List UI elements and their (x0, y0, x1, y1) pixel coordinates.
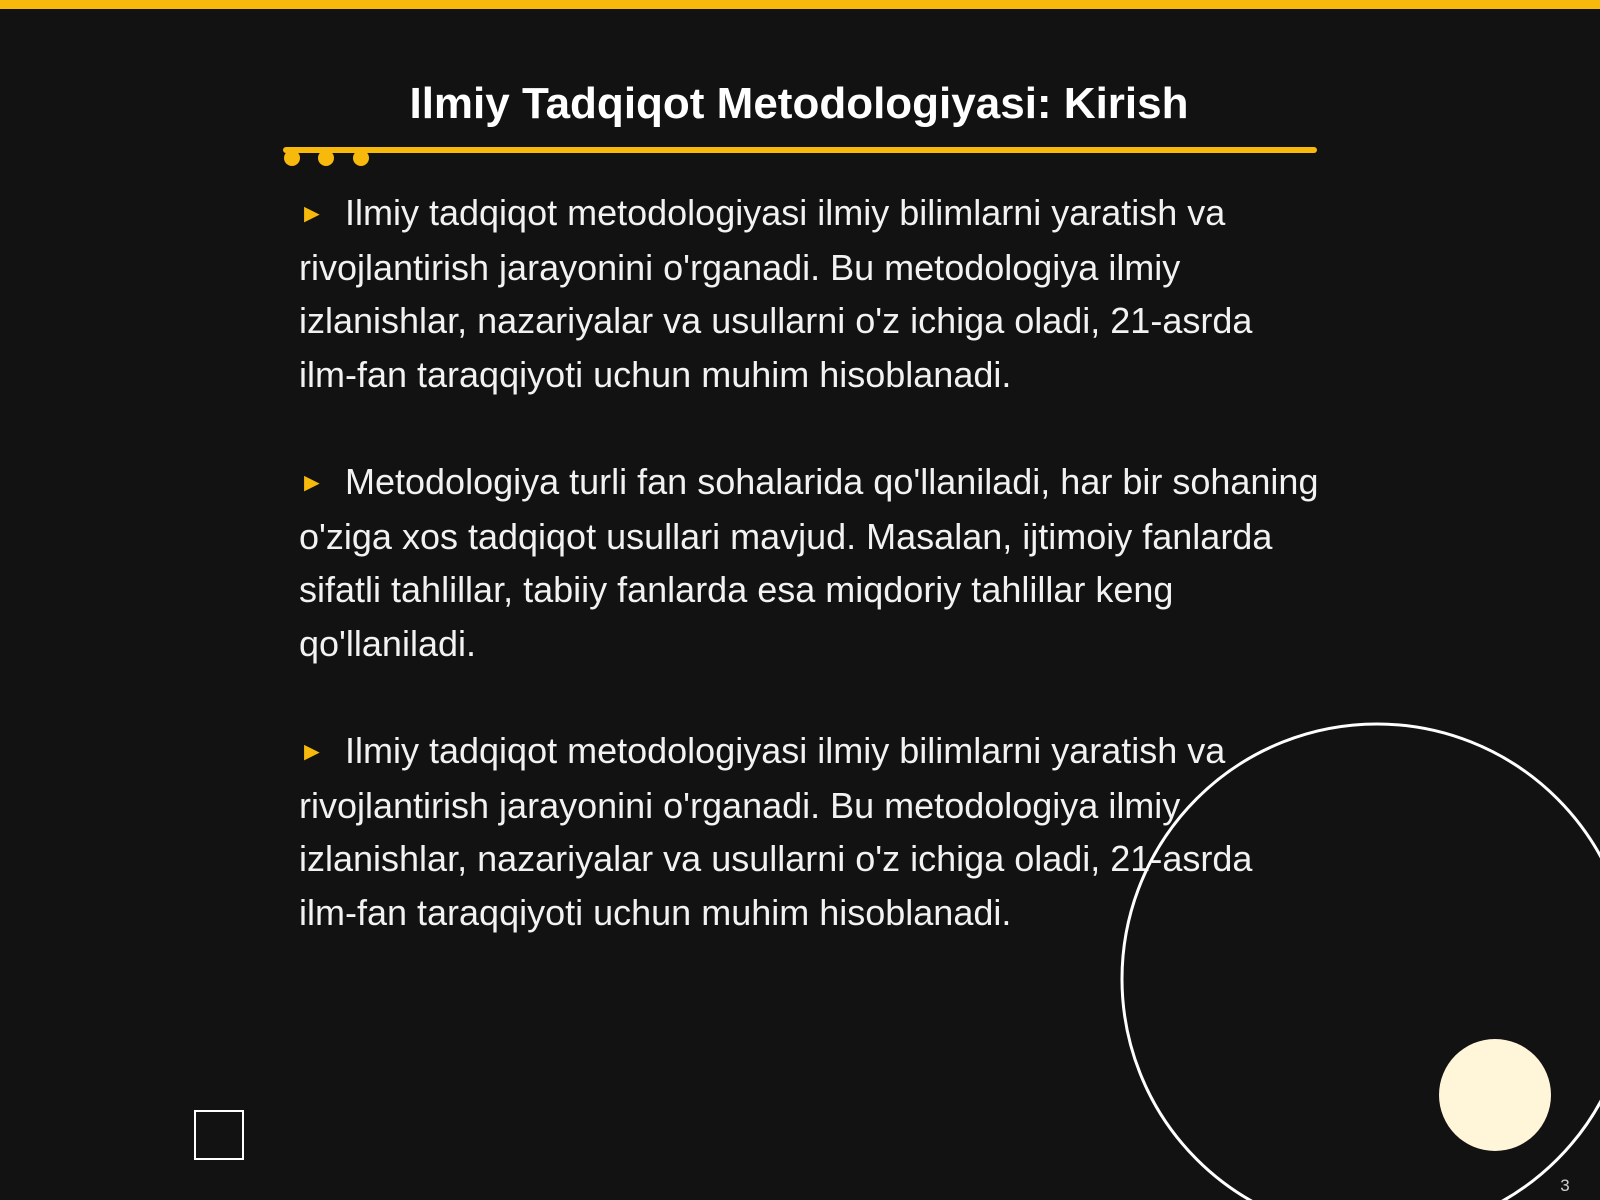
title-underline (283, 147, 1317, 153)
filled-circle (1439, 1039, 1551, 1151)
bullet-arrow-icon: ► (299, 467, 325, 497)
top-accent-bar (0, 0, 1600, 9)
bullet-paragraph (299, 455, 1319, 670)
paragraph-text: Ilmiy tadqiqot metodologiyasi ilmiy bilimlarni yaratish va rivojlantirish jarayonini o'rganadi. Bu metodologiya ilmiy izlanishlar, nazariyalar va usullarni o'z ichiga oladi, 21-asrda ilm-fan taraqqiyoti uchun muhim hisoblanadi. (299, 192, 1253, 395)
decor-dot (284, 150, 300, 166)
decorative-square (194, 1110, 244, 1160)
paragraph-text: Metodologiya turli fan sohalarida qo'llaniladi, har bir sohaning o'ziga xos tadqiqot usullari mavjud. Masalan, ijtimoiy fanlarda sifatli tahlillar, tabiiy fanlarda esa miqdoriy tahlillar keng qo'llaniladi. (299, 461, 1319, 664)
slide-body (299, 186, 1319, 993)
decor-dot (353, 150, 369, 166)
bullet-arrow-icon: ► (299, 736, 325, 766)
bullet-paragraph (299, 724, 1319, 939)
bullet-arrow-icon: ► (299, 198, 325, 228)
bullet-paragraph (299, 186, 1319, 401)
paragraph-text: Ilmiy tadqiqot metodologiyasi ilmiy bilimlarni yaratish va rivojlantirish jarayonini o'rganadi. Bu metodologiya ilmiy izlanishlar, nazariyalar va usullarni o'z ichiga oladi, 21-asrda ilm-fan taraqqiyoti uchun muhim hisoblanadi. (299, 730, 1253, 933)
page-number: 3 (1560, 1176, 1570, 1195)
slide-title: Ilmiy Tadqiqot Metodologiyasi: Kirish (409, 79, 1189, 128)
decor-dot (318, 150, 334, 166)
